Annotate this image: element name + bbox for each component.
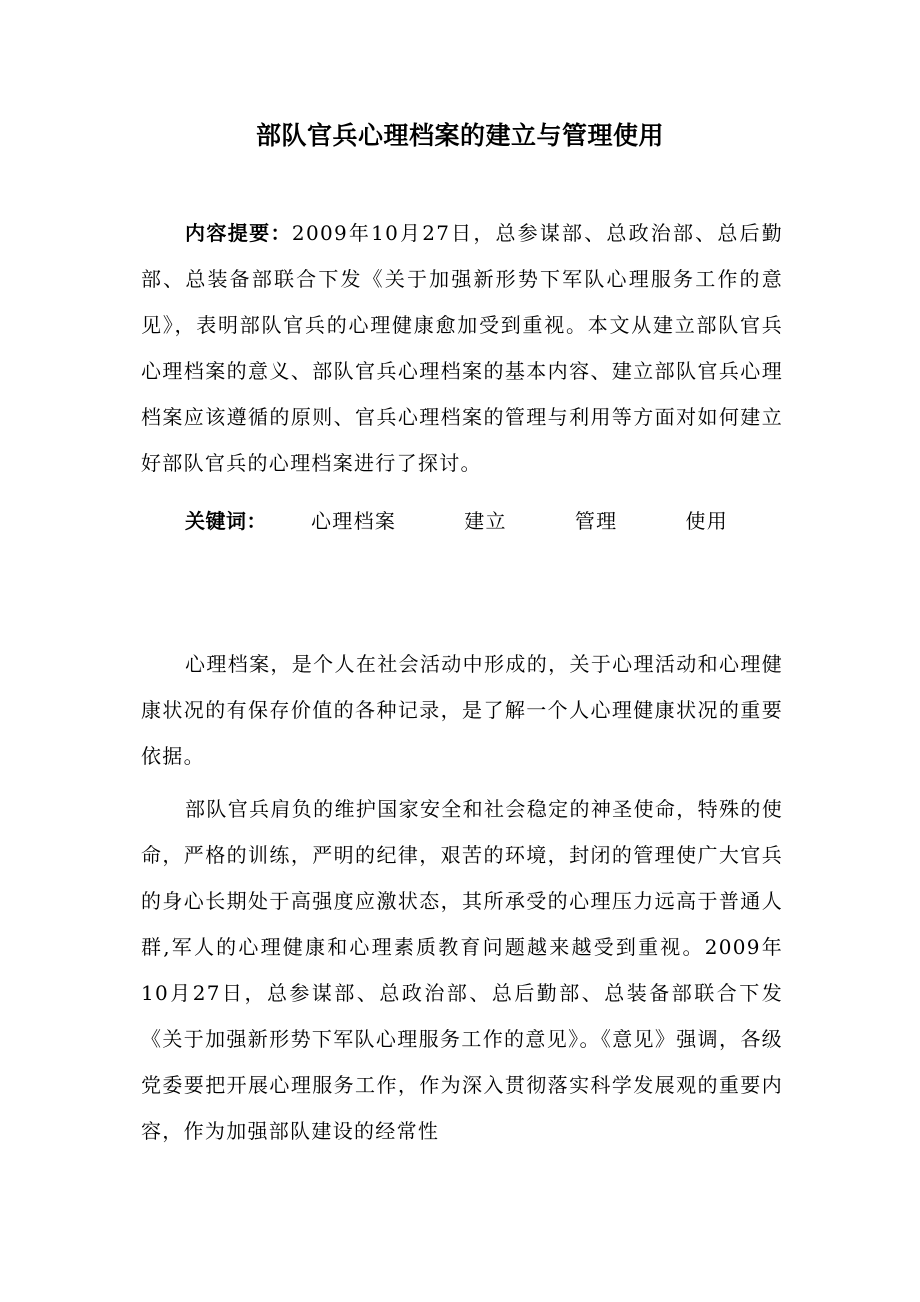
body-paragraph-1: 心理档案，是个人在社会活动中形成的，关于心理活动和心理健康状况的有保存价值的各种记录，是了解一个人心理健康状况的重要依据。 (141, 652, 783, 768)
abstract-text: 2009年10月27日，总参谋部、总政治部、总后勤部、总装备部联合下发《关于加强新形势下军队心理服务工作的意见》，表明部队官兵的心理健康愈加受到重视。本文从建立部队官兵心理档案的意义、部队官兵心理档案的基本内容、建立部队官兵心理档案应该遵循的原则、官兵心理档案的管理与利用等方面对如何建立好部队官兵的心理档案进行了探讨。 (141, 221, 784, 475)
keywords-label: 关键词： (185, 509, 267, 533)
keyword-item: 心理档案 (311, 509, 397, 533)
body-paragraph-2: 部队官兵肩负的维护国家安全和社会稳定的神圣使命，特殊的使命，严格的训练，严明的纪律，艰苦的环境，封闭的管理使广大官兵的身心长期处于高强度应激状态，其所承受的心理压力远高于普通人群,军人的心理健康和心理素质教育问题越来越受到重视。2009年10月27日，总参谋部、总政治部、总后勤部、总装备部联合下发《关于加强新形势下军队心理服务工作的意见》。《意见》强调，各级党委要把开展心理服务工作，作为深入贯彻落实科学发展观的重要内容，作为加强部队建设的经常性 (141, 797, 783, 1143)
keywords-line (141, 498, 783, 544)
keyword-item: 使用 (685, 509, 729, 533)
document-title: 部队官兵心理档案的建立与管理使用 (255, 121, 664, 150)
keyword-item: 管理 (574, 509, 618, 533)
keyword-item: 建立 (464, 509, 507, 533)
abstract-label: 内容提要： (185, 221, 292, 245)
abstract-paragraph (141, 210, 783, 486)
